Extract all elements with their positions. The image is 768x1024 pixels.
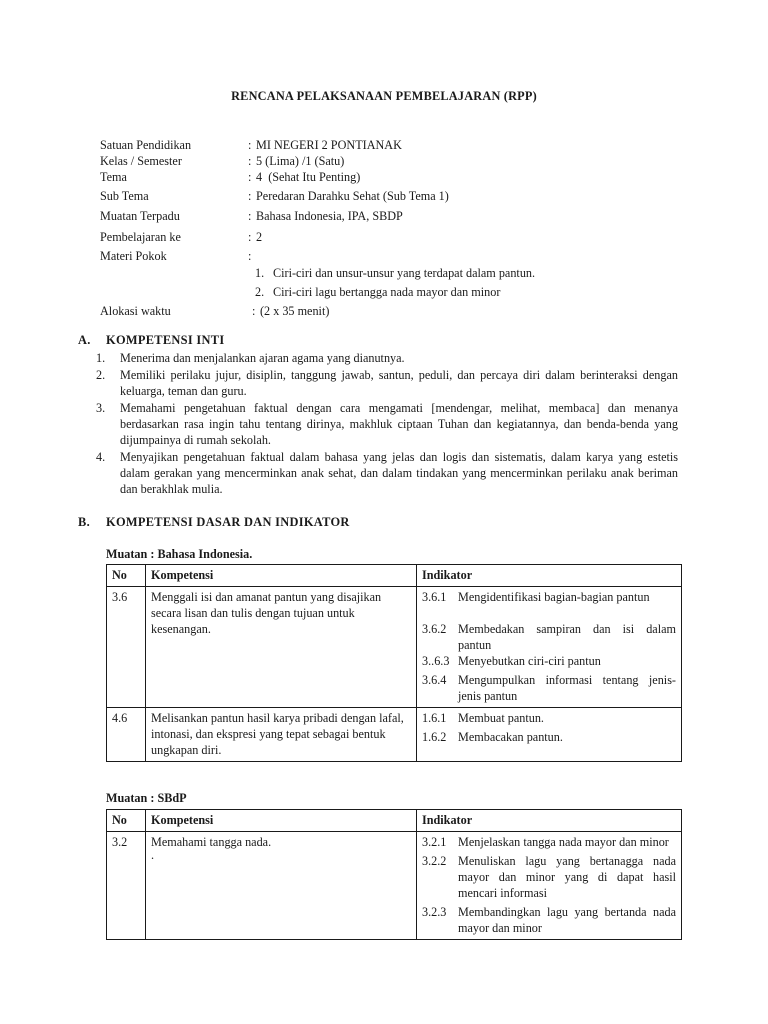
identity-value: (2 x 35 menit): [260, 304, 330, 318]
ki-number: 4.: [96, 450, 106, 464]
table-header-row: [107, 810, 682, 832]
indicator-code: 3..6.3: [422, 654, 450, 668]
indicator-item: [422, 853, 676, 901]
ki-item: [96, 449, 678, 497]
header-kompetensi: Kompetensi: [146, 565, 417, 587]
indicator-code: 1.6.1: [422, 711, 447, 725]
indicator-code: 3.6.1: [422, 590, 447, 604]
indicator-code: 3.6.2: [422, 622, 447, 636]
section-letter: B.: [78, 515, 90, 529]
ki-number: 1.: [96, 351, 106, 365]
identity-separator: :: [252, 304, 256, 318]
header-kompetensi: Kompetensi: [146, 810, 417, 832]
identity-label: Tema: [100, 170, 127, 184]
row-kompetensi: [146, 832, 417, 940]
indicator-code: 3.6.4: [422, 673, 447, 687]
identity-row-tema: [100, 169, 660, 188]
materi-text: Ciri-ciri dan unsur-unsur yang terdapat dalam pantun.: [273, 266, 536, 280]
indicator-code: 3.2.3: [422, 905, 447, 919]
identity-separator: :: [248, 138, 252, 152]
header-indikator: Indikator: [417, 810, 682, 832]
section-a-heading: [78, 332, 224, 348]
header-no: No: [107, 810, 146, 832]
identity-value: 4 (Sehat Itu Penting): [256, 170, 361, 184]
indicator-text: Mengumpulkan informasi tentang jenis-jenis pantun: [458, 673, 676, 703]
table-row: [107, 832, 682, 940]
indicator-text: Membandingkan lagu yang bertanda nada mayor dan minor: [458, 905, 676, 935]
identity-separator: :: [248, 170, 252, 184]
table-sbdp: [106, 809, 682, 940]
indicator-code: 3.2.2: [422, 854, 447, 868]
indicator-text: Menjelaskan tangga nada mayor dan minor: [458, 835, 669, 849]
identity-separator: :: [248, 230, 252, 244]
identity-row-pembelajaran: [100, 229, 660, 248]
identity-label: Kelas / Semester: [100, 154, 182, 168]
materi-number: 2.: [255, 285, 265, 299]
kompetensi-inti-list: [96, 350, 678, 498]
identity-row-kelas: [100, 153, 660, 169]
table-row: [107, 708, 682, 762]
indicator-code: 1.6.2: [422, 730, 447, 744]
ki-number: 2.: [96, 368, 106, 382]
indicator-item: [422, 589, 676, 605]
indicator-text: Membuat pantun.: [458, 711, 544, 725]
identity-row-materi: [100, 248, 660, 265]
section-b-heading: [78, 514, 350, 530]
identity-row-muatan: [100, 208, 660, 229]
identity-value: MI NEGERI 2 PONTIANAK: [256, 138, 402, 152]
materi-text: Ciri-ciri lagu bertangga nada mayor dan minor: [273, 285, 501, 299]
header-indikator: Indikator: [417, 565, 682, 587]
indicator-item: [422, 672, 676, 704]
section-title: KOMPETENSI DASAR DAN INDIKATOR: [106, 515, 350, 529]
identity-separator: :: [248, 249, 252, 263]
ki-item: [96, 367, 678, 399]
indicator-text: Mengidentifikasi bagian-bagian pantun: [458, 590, 650, 604]
indicator-item: [422, 904, 676, 936]
indicator-item: [422, 653, 676, 669]
row-kompetensi: Menggali isi dan amanat pantun yang disajikan secara lisan dan tulis dengan tujuan untuk kesenangan.: [146, 587, 417, 708]
section-title: KOMPETENSI INTI: [106, 333, 225, 347]
identity-label: Pembelajaran ke: [100, 230, 181, 244]
row-indikator: [417, 832, 682, 940]
header-no: No: [107, 565, 146, 587]
section-letter: A.: [78, 333, 91, 347]
indicator-item: [422, 729, 676, 745]
identity-label: Alokasi waktu: [100, 304, 171, 318]
ki-item: [96, 400, 678, 448]
table-bahasa-indonesia: [106, 564, 682, 762]
materi-item: [255, 284, 675, 303]
materi-item: [255, 265, 675, 284]
muatan-label-sbdp: Muatan : SBdP: [106, 791, 187, 805]
materi-list: [255, 265, 675, 303]
kompetensi-text: Memahami tangga nada.: [151, 835, 272, 849]
table-row: [107, 587, 682, 708]
ki-text: Memiliki perilaku jujur, disiplin, tanggung jawab, santun, peduli, dan percaya diri dalam berinteraksi dengan keluarga, teman dan guru.: [120, 368, 678, 398]
identity-separator: :: [248, 154, 252, 168]
indicator-item: [422, 710, 676, 726]
identity-label: Satuan Pendidikan: [100, 138, 192, 152]
identity-value: 5 (Lima) /1 (Satu): [256, 154, 345, 168]
indicator-text: Membacakan pantun.: [458, 730, 563, 744]
indicator-code: 3.2.1: [422, 835, 447, 849]
row-number: 3.2: [107, 832, 146, 940]
row-number: 3.6: [107, 587, 146, 708]
ki-number: 3.: [96, 401, 106, 415]
indicator-text: Menyebutkan ciri-ciri pantun: [458, 654, 601, 668]
ki-text: Menerima dan menjalankan ajaran agama yang dianutnya.: [120, 351, 405, 365]
identity-row-alokasi: [100, 303, 660, 319]
identity-label: Sub Tema: [100, 189, 149, 203]
identity-separator: :: [248, 189, 252, 203]
indicator-item: [422, 834, 676, 850]
identity-label: Muatan Terpadu: [100, 209, 180, 223]
document-title: RENCANA PELAKSANAAN PEMBELAJARAN (RPP): [231, 89, 537, 103]
identity-block: [100, 137, 660, 319]
indicator-text: Menuliskan lagu yang bertanagga nada mayor dan minor yang di dapat hasil mencari informasi: [458, 854, 676, 900]
row-indikator: [417, 708, 682, 762]
table-header-row: [107, 565, 682, 587]
indicator-text: Membedakan sampiran dan isi dalam pantun: [458, 622, 676, 652]
row-kompetensi: Melisankan pantun hasil karya pribadi dengan lafal, intonasi, dan ekspresi yang tepat sebagai bentuk ungkapan diri.: [146, 708, 417, 762]
identity-row-subtema: [100, 188, 660, 208]
identity-value: Peredaran Darahku Sehat (Sub Tema 1): [256, 189, 449, 203]
identity-separator: :: [248, 209, 252, 223]
kompetensi-extra-mark: .: [151, 848, 155, 862]
row-number: 4.6: [107, 708, 146, 762]
indicator-item: [422, 621, 676, 653]
ki-item: [96, 350, 678, 366]
ki-text: Menyajikan pengetahuan faktual dalam bahasa yang jelas dan logis dan sistematis, dalam karya yang estetis dalam gerakan yang mencerminkan anak sehat, dan dalam tindakan yang mencerminkan perilaku anak beriman dan berakhlak mulia.: [120, 450, 678, 496]
row-indikator: [417, 587, 682, 708]
ki-text: Memahami pengetahuan faktual dengan cara mengamati [mendengar, melihat, membaca] dan menanya berdasarkan rasa ingin tahu tentang dirinya, makhluk ciptaan Tuhan dan kegiatannya, dan benda-benda yang dijumpainya di rumah sekolah.: [120, 401, 678, 447]
identity-row-satuan: [100, 137, 660, 153]
identity-value: 2: [256, 230, 263, 244]
materi-number: 1.: [255, 266, 265, 280]
identity-value: Bahasa Indonesia, IPA, SBDP: [256, 209, 403, 223]
muatan-label-bahasa-indonesia: Muatan : Bahasa Indonesia.: [106, 547, 253, 561]
identity-label: Materi Pokok: [100, 249, 167, 263]
